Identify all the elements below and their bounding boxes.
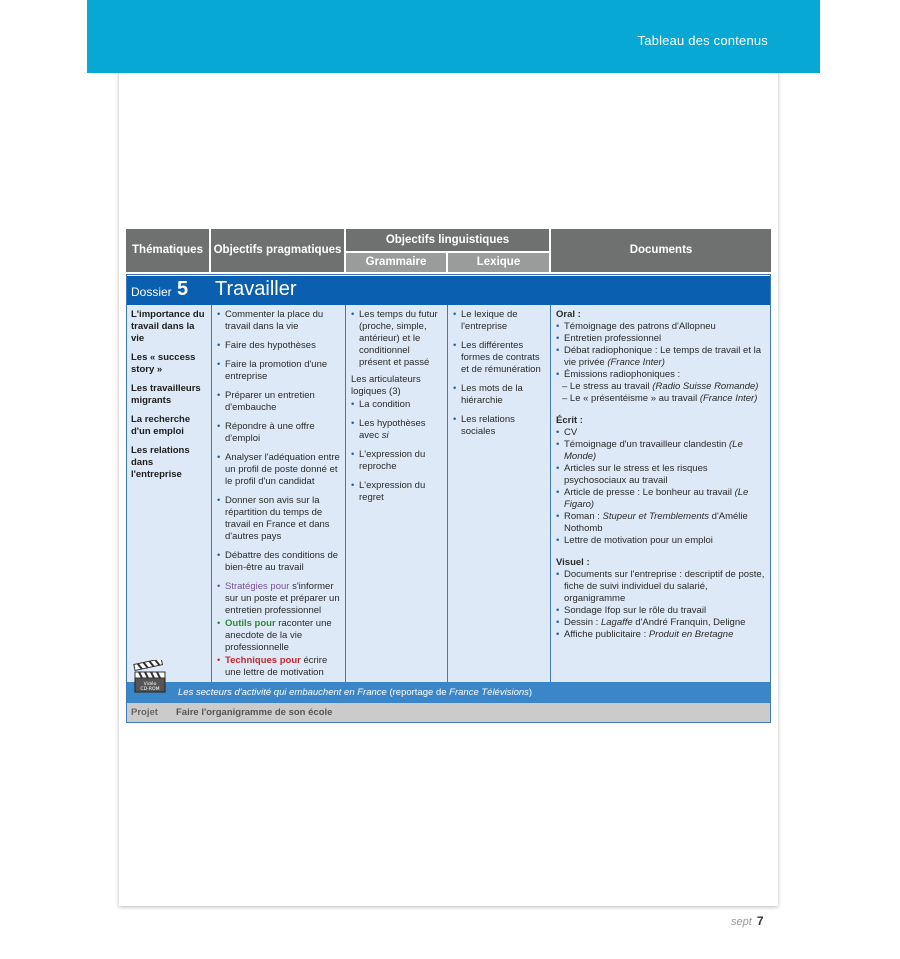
documents-ecrit-heading: Écrit : — [556, 415, 583, 426]
thematique-item: La recherche d'un emploi — [131, 414, 191, 437]
document-source: (Radio Suisse Romande) — [652, 381, 759, 392]
document-item: • Documents sur l'entreprise : descriptif de poste, fiche de suivi individuel du salarié, organigramme — [556, 569, 767, 605]
projet-label: Projet — [131, 707, 158, 718]
pragmatique-item: • Faire la promotion d'une entreprise — [217, 359, 342, 383]
col-documents — [550, 305, 772, 682]
document-title: Stupeur et Tremblements — [602, 511, 710, 522]
document-text: Article de presse : Le bonheur au travail — [564, 487, 735, 498]
techniques-item — [217, 655, 342, 679]
document-title: Produit en Bretagne — [648, 629, 734, 640]
document-source: (France Inter) — [607, 357, 665, 368]
thematique-item: L'importance du travail dans la vie — [131, 309, 205, 344]
document-text: – Le stress au travail — [562, 381, 653, 392]
video-text-end: ) — [528, 687, 533, 698]
outils-label: Outils pour — [225, 618, 276, 629]
document-source: (France Inter) — [699, 393, 758, 404]
document-text: Affiche publicitaire : — [564, 629, 649, 640]
pragmatique-item: • Débattre des conditions de bien-être au travail — [217, 550, 342, 574]
document-item — [556, 345, 767, 369]
thematique-item: Les « success story » — [131, 352, 196, 375]
document-item — [556, 629, 767, 641]
document-subitem — [556, 381, 767, 393]
document-item: • Lettre de motivation pour un emploi — [556, 535, 767, 547]
techniques-text: écrire une lettre de motivation — [225, 655, 328, 678]
dossier-number: 5 — [177, 278, 189, 300]
page-footer — [731, 914, 764, 928]
document-title: Lagaffe — [600, 617, 633, 628]
document-item — [556, 487, 767, 511]
dossier-bar — [126, 274, 771, 305]
projet-bar — [126, 703, 771, 723]
header-band — [87, 0, 820, 73]
header-objectifs-linguistiques: Objectifs linguistiques — [346, 229, 549, 251]
pragmatique-item: • Répondre à une offre d'emploi — [217, 421, 342, 445]
document-item: • Articles sur le stress et les risques psychosociaux au travail — [556, 463, 767, 487]
outils-item — [217, 618, 342, 654]
document-item — [556, 439, 767, 463]
document-text: d'André Franquin, Deligne — [632, 617, 746, 628]
document-item: • Témoignage des patrons d'Allopneu — [556, 321, 767, 333]
pragmatique-item: • Commenter la place du travail dans la vie — [217, 309, 342, 333]
document-item — [556, 617, 767, 629]
document-item: • Émissions radiophoniques : — [556, 369, 767, 381]
strategies-text: s'informer sur un poste et préparer un entretien professionnel — [225, 581, 340, 616]
document-text: – Le « présentéisme » au travail — [562, 393, 700, 404]
col-thematiques — [126, 305, 211, 682]
lexique-item: • Les différentes formes de contrats et de rémunération — [453, 340, 546, 376]
documents-visuel-heading: Visuel : — [556, 557, 590, 568]
page-number: 7 — [756, 914, 764, 928]
techniques-label: Techniques pour — [225, 655, 301, 666]
dossier-label: Dossier — [131, 285, 172, 299]
document-text: Dessin : — [564, 617, 601, 628]
lexique-item: • Les relations sociales — [453, 414, 546, 438]
header-grammaire: Grammaire — [346, 253, 446, 272]
contents-table — [126, 229, 771, 723]
document-source: (Le Figaro) — [564, 487, 749, 510]
document-item: • Entretien professionnel — [556, 333, 767, 345]
pragmatique-item: • Analyser l'adéquation entre un profil de poste donné et le profil d'un candidat — [217, 452, 342, 488]
strategies-label: Stratégies pour — [225, 581, 290, 592]
document-item: • Sondage Ifop sur le rôle du travail — [556, 605, 767, 617]
grammaire-item: • Les temps du futur (proche, simple, antérieur) et le conditionnel présent et passé — [351, 309, 443, 369]
strategies-item — [217, 581, 342, 617]
grammaire-item: • L'expression du reproche — [351, 449, 443, 473]
header-thematiques: Thématiques — [126, 229, 209, 272]
pragmatique-item: • Préparer un entretien d'embauche — [217, 390, 342, 414]
grammaire-item — [351, 418, 443, 442]
header-lexique: Lexique — [448, 253, 549, 272]
grammaire-item: • La condition — [351, 399, 443, 411]
lexique-item: • Les mots de la hiérarchie — [453, 383, 546, 407]
lexique-item: • Le lexique de l'entreprise — [453, 309, 546, 333]
dossier-title: Travailler — [215, 278, 297, 300]
svg-text:Vidéo: Vidéo — [143, 682, 157, 687]
header-objectifs-pragmatiques: Objectifs pragmatiques — [211, 229, 344, 272]
grammaire-item-si: si — [381, 430, 389, 441]
grammaire-articulateurs: Les articulateurs logiques (3) — [351, 374, 421, 397]
col-lexique — [447, 305, 551, 682]
col-pragmatiques — [211, 305, 346, 682]
pragmatique-item: • Donner son avis sur la répartition du temps de travail en France et dans d'autres pays — [217, 495, 342, 543]
document-source: (Le Monde) — [564, 439, 743, 462]
document-item: • CV — [556, 427, 767, 439]
document-text: Roman : — [564, 511, 603, 522]
video-caption — [178, 682, 532, 703]
video-bar — [126, 682, 771, 703]
documents-oral-heading: Oral : — [556, 309, 581, 320]
thematique-item: Les travailleurs migrants — [131, 383, 201, 406]
document-text: Débat radiophonique : Le temps de travail et la vie privée — [564, 345, 761, 368]
projet-text: Faire l'organigramme de son école — [176, 707, 333, 718]
video-clapper-icon — [133, 660, 167, 700]
page-number-word: sept — [731, 916, 752, 928]
thematique-item: Les relations dans l'entreprise — [131, 445, 190, 480]
document-text: Témoignage d'un travailleur clandestin — [564, 439, 729, 450]
outils-text: raconter une anecdote de la vie professionnelle — [225, 618, 332, 653]
pragmatique-item: • Faire des hypothèses — [217, 340, 342, 352]
header-documents: Documents — [551, 229, 771, 272]
grammaire-item: • L'expression du regret — [351, 480, 443, 504]
document-item — [556, 511, 767, 535]
video-title: Les secteurs d'activité qui embauchent en France — [178, 687, 387, 698]
svg-text:CD-ROM: CD-ROM — [140, 687, 160, 692]
col-grammaire — [345, 305, 448, 682]
document-subitem — [556, 393, 767, 405]
document-text: d'Amélie Nothomb — [564, 511, 748, 534]
video-text: (reportage de — [386, 687, 450, 698]
grammaire-item-text: Les hypothèses avec — [359, 418, 426, 441]
video-source: France Télévisions — [449, 687, 529, 698]
header-title: Tableau des contenus — [637, 33, 768, 48]
